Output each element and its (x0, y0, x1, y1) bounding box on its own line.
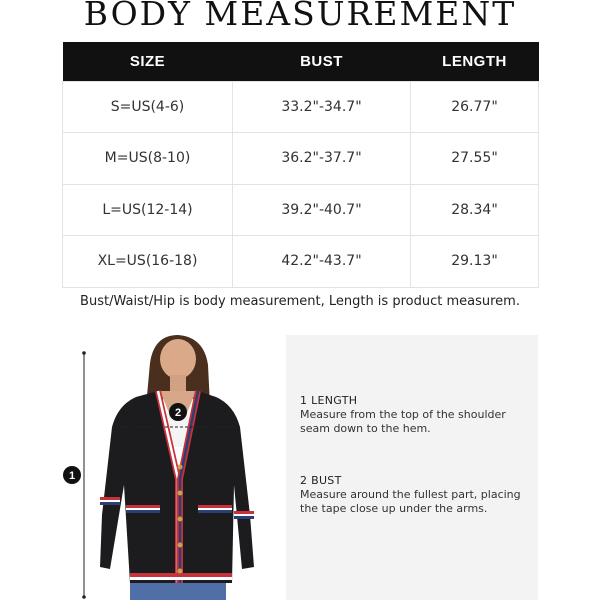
table-row (63, 133, 539, 185)
length-cell: 29.13" (411, 236, 539, 288)
length-cell: 27.55" (411, 133, 539, 185)
cardigan-model-illustration (62, 335, 276, 600)
column-header-size: SIZE (63, 42, 233, 81)
size-cell: XL=US(16-18) (63, 236, 233, 288)
marker-bust-badge (169, 403, 187, 421)
table-row (63, 81, 539, 133)
length-instruction-title: 1 LENGTH (300, 394, 358, 407)
bust-cell: 42.2"-43.7" (233, 236, 411, 288)
measurement-note: Bust/Waist/Hip is body measurement, Length is product measurem. (80, 294, 520, 309)
length-cell: 28.34" (411, 184, 539, 236)
bust-cell: 33.2"-34.7" (233, 81, 411, 133)
table-row (63, 236, 539, 288)
bust-cell: 39.2"-40.7" (233, 184, 411, 236)
marker-1-label: 1 (68, 470, 76, 482)
column-header-length: LENGTH (411, 42, 539, 81)
marker-length-badge (63, 466, 81, 484)
table-row (63, 184, 539, 236)
marker-2-label: 2 (174, 407, 182, 419)
column-header-bust: BUST (233, 42, 411, 81)
measurement-instructions-panel (286, 335, 538, 600)
bust-cell: 36.2"-37.7" (233, 133, 411, 185)
bust-instruction-title: 2 BUST (300, 474, 342, 487)
model-diagram (62, 335, 276, 600)
size-cell: M=US(8-10) (63, 133, 233, 185)
size-cell: L=US(12-14) (63, 184, 233, 236)
size-cell: S=US(4-6) (63, 81, 233, 133)
size-chart-table (62, 42, 539, 288)
table-header-row (63, 42, 539, 81)
length-instruction-text: Measure from the top of the shoulder seam down to the hem. (300, 408, 506, 435)
face-shape (160, 339, 196, 379)
length-cell: 26.77" (411, 81, 539, 133)
page-title: BODY MEASUREMENT (83, 0, 517, 33)
bust-instruction-text: Measure around the fullest part, placing the tape close up under the arms. (300, 488, 521, 515)
